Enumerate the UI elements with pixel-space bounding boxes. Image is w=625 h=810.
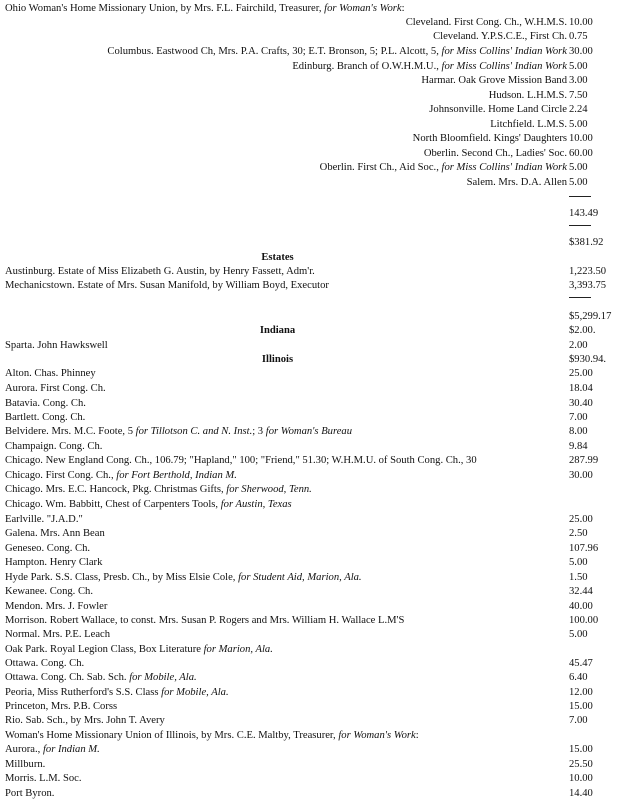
entry-text — [489, 89, 567, 103]
entry-amount: 8.00 — [569, 426, 588, 437]
total-rule — [569, 225, 591, 226]
entry-text — [5, 628, 110, 642]
entry-text — [5, 483, 312, 497]
entry-amount: 30.00 — [569, 470, 593, 481]
entry-designation: for Fort Berthold, Indian M. — [116, 470, 237, 481]
entry-text — [5, 571, 362, 585]
entry-text — [5, 382, 106, 396]
entry-text — [5, 787, 54, 801]
entry-label: Aurora. First Cong. Ch. — [5, 383, 106, 394]
entry-designation: for Indian M. — [42, 744, 100, 755]
entry-label: Alton. Chas. Phinney — [5, 368, 96, 379]
entry-label: Cleveland. Y.P.S.C.E., First Ch. — [433, 31, 567, 42]
entry-label: Galena. Mrs. Ann Bean — [5, 528, 105, 539]
entry-label: Ottawa. Cong. Ch. — [5, 658, 85, 669]
entry-label: Hyde Park. S.S. Class, Presb. Ch., by Miss Elsie Cole, — [5, 572, 239, 583]
entry-label: Cleveland. First Cong. Ch., W.H.M.S. — [405, 17, 567, 28]
entry-label: Chicago. Wm. Babbitt, Chest of Carpenters Tools, — [5, 499, 221, 510]
entry-designation: for Mobile, Ala. — [161, 687, 229, 698]
entry-amount: 1,223.50 — [569, 266, 607, 277]
entry-amount: 45.47 — [569, 658, 593, 669]
entry-amount: 60.00 — [569, 148, 593, 159]
entry-text — [5, 425, 352, 439]
entry-label: Johnsonville. Home Land Circle — [429, 104, 567, 115]
entry-text — [5, 440, 102, 454]
entry-designation: for Miss Collins' Indian Work — [441, 162, 567, 173]
entry-amount: 100.00 — [569, 615, 599, 626]
entry-text — [5, 600, 107, 614]
entry-amount: 287.99 — [569, 455, 599, 466]
entry-label: North Bloomfield. Kings' Daughters — [412, 133, 567, 144]
entry-amount: 25.50 — [569, 759, 593, 770]
entry-amount: 10.00 — [569, 17, 593, 28]
entry-designation: for Student Aid, Marion, Ala. — [238, 572, 362, 583]
entry-amount: 107.96 — [569, 543, 599, 554]
entry-designation: for Mobile, Ala. — [129, 672, 197, 683]
entry-label: Morrison. Robert Wallace, to const. Mrs. Susan P. Rogers and Mrs. William H. Wallace L.M'S — [5, 615, 405, 626]
entry-label: Woman's Home Missionary Union of Illinois, by Mrs. C.E. Maltby, Treasurer, — [5, 730, 339, 741]
entry-label: Hudson. L.H.M.S. — [488, 90, 567, 101]
entry-suffix: : — [415, 730, 419, 741]
entry-text — [5, 556, 102, 570]
entry-amount: 5.00 — [569, 162, 588, 173]
entry-amount: 10.00 — [569, 773, 593, 784]
entry-label: Estates — [261, 252, 294, 263]
entry-text — [5, 729, 419, 743]
entry-amount: 0.75 — [569, 31, 588, 42]
entry-label: Normal. Mrs. P.E. Leach — [5, 629, 111, 640]
subtotal-amount: $381.92 — [569, 237, 604, 248]
entry-amount: 2.24 — [569, 104, 588, 115]
entry-text — [429, 103, 567, 117]
entry-text — [5, 411, 85, 425]
entry-label: Edinburg. Branch of O.W.H.M.U., — [292, 61, 442, 72]
entry-text — [5, 542, 90, 556]
entry-label: Austinburg. Estate of Miss Elizabeth G. Austin, by Henry Fassett, Adm'r. — [5, 266, 315, 277]
entry-label: Oberlin. Second Ch., Ladies' Soc. — [423, 148, 567, 159]
entry-amount: 15.00 — [569, 701, 593, 712]
entry-text — [5, 367, 96, 381]
entry-label: Aurora., — [5, 744, 43, 755]
entry-text — [5, 643, 273, 657]
entry-amount: 3.00 — [569, 75, 588, 86]
entry-text — [5, 758, 45, 772]
entry-label: Belvidere. Mrs. M.C. Foote, 5 — [5, 426, 136, 437]
entry-label: Mendon. Mrs. J. Fowler — [5, 601, 108, 612]
entry-amount: 30.00 — [569, 46, 593, 57]
entry-text — [5, 527, 105, 541]
entry-amount: 1.50 — [569, 572, 588, 583]
entry-designation: for Miss Collins' Indian Work — [441, 61, 567, 72]
entry-label: Ottawa. Cong. Ch. Sab. Sch. — [5, 672, 130, 683]
entry-text — [490, 118, 567, 132]
entry-label: Millburn. — [5, 759, 46, 770]
subtotal-amount: $930.94. — [569, 354, 607, 365]
entry-label: Peoria, Miss Rutherford's S.S. Class — [5, 687, 162, 698]
entry-label: Batavia. Cong. Ch. — [5, 398, 86, 409]
entry-text — [5, 2, 405, 16]
entry-text — [413, 132, 567, 146]
entry-label: Port Byron. — [5, 788, 55, 799]
entry-text — [421, 74, 567, 88]
entry-amount: 5.00 — [569, 61, 588, 72]
entry-label: Chicago. New England Cong. Ch., 106.79; "Hapland," 100; "Friend," 51.30; W.H.M.U. of South Cong. Ch., 30 — [5, 455, 477, 466]
entry-amount: 7.00 — [569, 412, 588, 423]
entry-text — [5, 265, 315, 279]
entry-amount: 15.00 — [569, 744, 593, 755]
entry-designation: for Tillotson C. and N. Inst. — [135, 426, 253, 437]
entry-label: Oberlin. First Ch., Aid Soc., — [319, 162, 442, 173]
entry-amount: 40.00 — [569, 601, 593, 612]
entry-label: Morris. L.M. Soc. — [5, 773, 82, 784]
entry-text — [5, 614, 404, 628]
entry-label: Earlville. "J.A.D." — [5, 514, 83, 525]
entry-label: Salem. Mrs. D.A. Allen — [466, 177, 567, 188]
entry-text — [5, 743, 100, 757]
entry-text — [5, 454, 477, 468]
entry-amount: 7.00 — [569, 715, 588, 726]
entry-amount: 18.04 — [569, 383, 593, 394]
entry-amount: 5.00 — [569, 177, 588, 188]
section-heading — [0, 324, 555, 338]
section-heading — [0, 353, 555, 367]
entry-label: Indiana — [259, 325, 296, 336]
entry-label: Litchfield. L.M.S. — [490, 119, 567, 130]
entry-text — [5, 339, 108, 353]
entry-text — [5, 397, 86, 411]
entry-label: Ohio Woman's Home Missionary Union, by Mrs. F.L. Fairchild, Treasurer, — [5, 3, 325, 14]
entry-text — [5, 498, 292, 512]
entry-label: Columbus. Eastwood Ch, Mrs. P.A. Crafts, 30; E.T. Bronson, 5; P.L. Alcott, 5, — [107, 46, 442, 57]
entry-text — [5, 513, 83, 527]
entry-label: Rio. Sab. Sch., by Mrs. John T. Avery — [5, 715, 165, 726]
entry-amount: 7.50 — [569, 90, 588, 101]
entry-text — [5, 700, 117, 714]
entry-text — [433, 30, 567, 44]
entry-text — [5, 657, 84, 671]
total-rule — [569, 297, 591, 298]
entry-amount: 5.00 — [569, 629, 588, 640]
entry-amount: 6.40 — [569, 672, 588, 683]
entry-designation: for Austin, Texas — [220, 499, 292, 510]
entry-designation: for Woman's Bureau — [265, 426, 352, 437]
entry-amount: 2.00 — [569, 340, 588, 351]
entry-amount: 12.00 — [569, 687, 593, 698]
entry-text — [406, 16, 567, 30]
entry-label: Bartlett. Cong. Ch. — [5, 412, 86, 423]
total-rule — [569, 196, 591, 197]
entry-designation: for Miss Collins' Indian Work — [441, 46, 567, 57]
entry-suffix: ; 3 — [252, 426, 266, 437]
entry-amount: 25.00 — [569, 514, 593, 525]
entry-text — [5, 772, 82, 786]
subtotal-amount: 143.49 — [569, 208, 599, 219]
section-heading — [0, 251, 555, 265]
entry-text — [5, 714, 165, 728]
entry-designation: for Marion, Ala. — [203, 644, 273, 655]
entry-label: Champaign. Cong. Ch. — [5, 441, 103, 452]
entry-text — [5, 671, 197, 685]
entry-label: Chicago. First Cong. Ch., — [5, 470, 117, 481]
entry-designation: for Sherwood, Tenn. — [226, 484, 312, 495]
entry-amount: 2.50 — [569, 528, 588, 539]
entry-text — [320, 161, 567, 175]
entry-text — [5, 469, 237, 483]
entry-amount: 9.84 — [569, 441, 588, 452]
entry-label: Kewanee. Cong. Ch. — [5, 586, 93, 597]
entry-label: Mechanicstown. Estate of Mrs. Susan Manifold, by William Boyd, Executor — [5, 280, 329, 291]
entry-text — [292, 60, 567, 74]
entry-label: Hampton. Henry Clark — [5, 557, 103, 568]
entry-designation: for Woman's Work — [324, 3, 402, 14]
subtotal-amount: $2.00. — [569, 325, 596, 336]
entry-amount: 14.40 — [569, 788, 593, 799]
entry-label: Geneseo. Cong. Ch. — [5, 543, 91, 554]
entry-amount: 5.00 — [569, 119, 588, 130]
entry-amount: 5.00 — [569, 557, 588, 568]
entry-amount: 30.40 — [569, 398, 593, 409]
entry-amount: 10.00 — [569, 133, 593, 144]
entry-label: Oak Park. Royal Legion Class, Box Literature — [5, 644, 204, 655]
subtotal-amount: $5,299.17 — [569, 311, 612, 322]
entry-text — [5, 585, 93, 599]
entry-label: Illinois — [261, 354, 294, 365]
entry-text — [5, 279, 329, 293]
entry-label: Sparta. John Hawkswell — [5, 340, 108, 351]
entry-amount: 3,393.75 — [569, 280, 607, 291]
entry-label: Harmar. Oak Grove Mission Band — [421, 75, 567, 86]
entry-label: Princeton, Mrs. P.B. Corss — [5, 701, 118, 712]
entry-amount: 25.00 — [569, 368, 593, 379]
entry-text — [467, 176, 567, 190]
entry-label: Chicago. Mrs. E.C. Hancock, Pkg. Christmas Gifts, — [5, 484, 227, 495]
entry-designation: for Woman's Work — [338, 730, 416, 741]
entry-suffix: : — [401, 3, 405, 14]
entry-text — [107, 45, 567, 59]
entry-text — [424, 147, 567, 161]
entry-text — [5, 686, 229, 700]
entry-amount: 32.44 — [569, 586, 593, 597]
